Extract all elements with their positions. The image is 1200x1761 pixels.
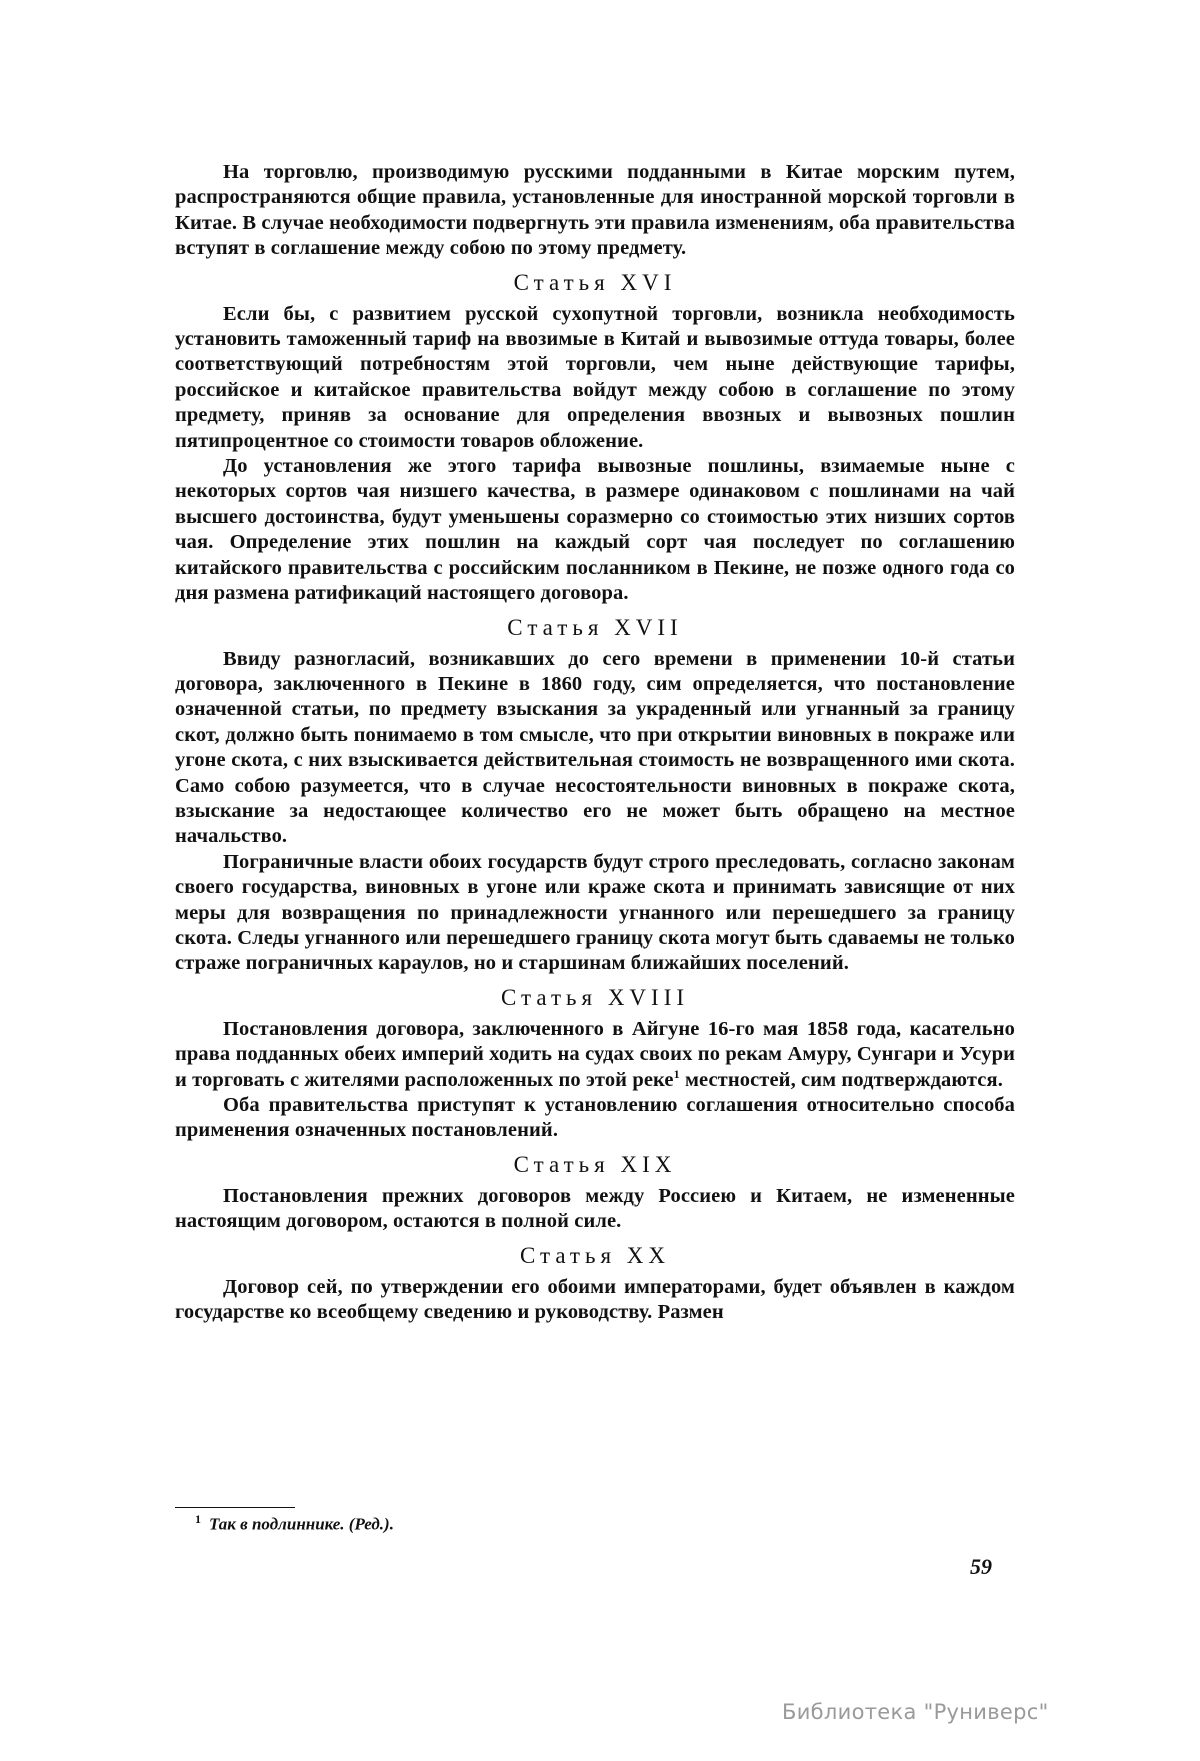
article-heading-xviii: Статья XVIII [500,984,690,1010]
paragraph: Ввиду разногласий, возникавших до сего времени в применении 10-й статьи договора, заключенного в Пекине в 1860 году, сим определяется, что постановление означенной статьи, по предмету взыскания за украденный или угнанный за границу скот, должно быть понимаемо в том смысле, что при открытии виновных в покраже или угоне скота, с них взыскивается действительная стоимость не возвращенного ими скота. Само собою разумеется, что в случае несостоятельности виновных в покраже скота, взыскание за недостающее количество его не может быть обращено на местное начальство. [175,647,1015,848]
library-watermark: Библиотека "Руниверс" [782,1700,1049,1724]
paragraph: Постановления прежних договоров между Россиею и Китаем, не измененные настоящим договором, остаются в полной силе. [175,1184,1015,1233]
page-body [175,160,1015,1325]
paragraph-text: Постановления договора, заключенного в Айгуне 16-го мая 1858 года, касательно права подданных обеих империй ходить на судах своих по рекам Амуру, Сунгари и Усури и торговать с жителями расположенных по этой реке [175,1017,1015,1091]
footnote [195,1512,394,1535]
page-number: 59 [970,1554,992,1579]
article-heading-xvii: Статья XVII [507,614,683,640]
paragraph: До установления же этого тарифа вывозные пошлины, взимаемые ныне с некоторых сортов чая низшего качества, в размере одинаковом с пошлинами на чай высшего достоинства, будут уменьшены соразмерно со стоимостью этих низших сортов чая. Определение этих пошлин на каждый сорт чая последует по соглашению китайского правительства с российским посланником в Пекине, не позже одного года со дня размена ратификаций настоящего договора. [175,455,1015,605]
footnote-divider [175,1507,295,1508]
article-heading-xx: Статья XX [519,1242,671,1268]
footnote-reference[interactable]: 1 [673,1066,680,1081]
paragraph: Договор сей, по утверждении его обоими императорами, будет объявлен в каждом государстве ко всеобщему сведению и руководству. Размен [175,1275,1015,1324]
paragraph: На торговлю, производимую русскими подданными в Китае морским путем, распространяются общие правила, установленные для иностранной морской торговли в Китае. В случае необходимости подвергнуть эти правила изменениям, оба правительства вступят в соглашение между собою по этому предмету. [175,161,1015,260]
paragraph: Оба правительства приступят к установлению соглашения относительно способа применения означенных постановлений. [175,1094,1015,1142]
paragraph: Если бы, с развитием русской сухопутной торговли, возникла необходимость установить таможенный тариф на ввозимые в Китай и вывозимые оттуда товары, более соответствующий потребностям этой торговли, чем ныне действующие тарифы, российское и китайское правительства войдут между собою в соглашение по этому предмету, приняв за основание для определения ввозных и вывозных пошлин пятипроцентное со стоимости товаров обложение. [175,302,1015,452]
paragraph: Пограничные власти обоих государств будут строго преследовать, согласно законам своего государства, виновных в угоне или краже скота и принимать зависящие от них меры для возвращения по принадлежности угнанного или перешедшего за границу скота. Следы угнанного или перешедшего границу скота могут быть сдаваемы не только страже пограничных караулов, но и старшинам ближайших поселений. [175,850,1015,975]
footnote-text: Так в подлиннике. (Ред.). [209,1514,394,1534]
footnote-mark: 1 [195,1512,201,1526]
paragraph-text-tail: местностей, сим подтверждаются. [679,1068,1003,1091]
article-heading-xix: Статья XIX [513,1151,677,1177]
article-heading-xvi: Статья XVI [513,269,677,295]
paragraph [175,1017,1015,1093]
